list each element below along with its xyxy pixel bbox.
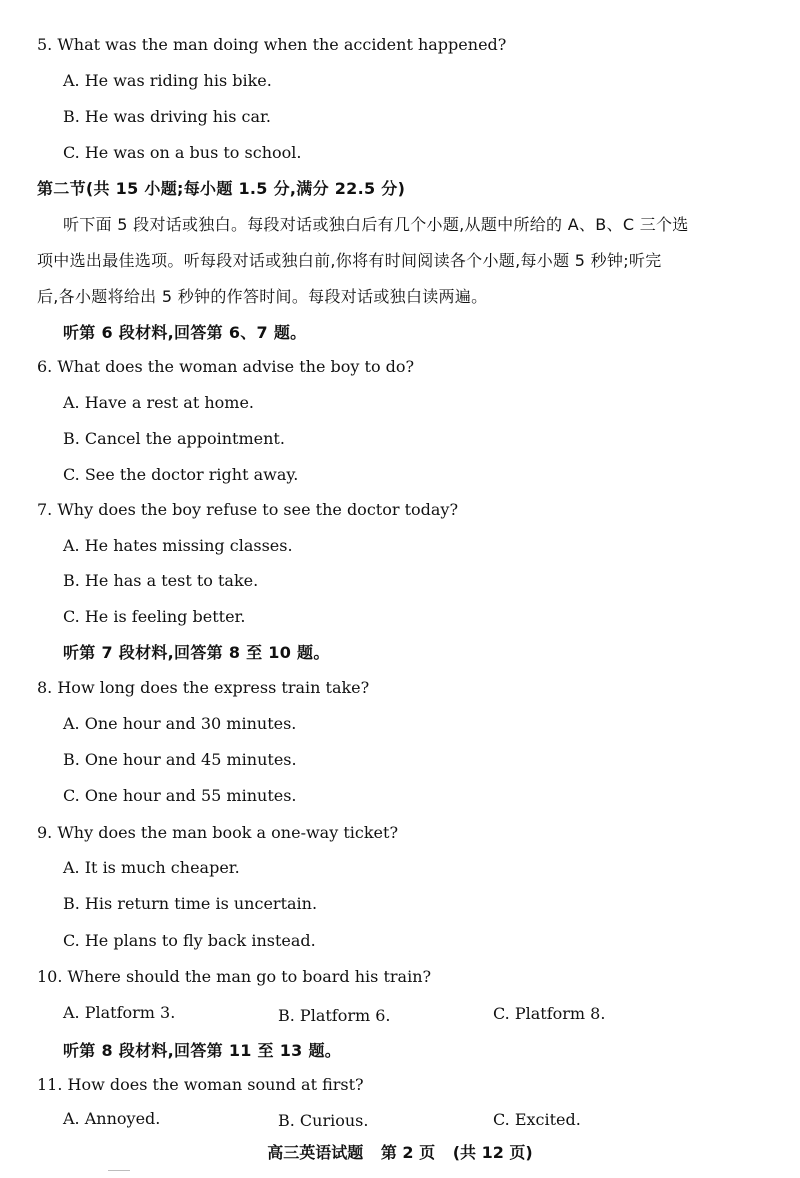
question-5-stem: 5. What was the man doing when the accident happened?: [37, 35, 507, 54]
question-11-option-a: A. Annoyed.: [63, 1109, 161, 1128]
question-9-stem: 9. Why does the man book a one-way ticket?: [37, 823, 399, 842]
page-footer: [0, 1140, 800, 1163]
question-7-option-a: A. He hates missing classes.: [63, 536, 293, 555]
question-7-stem: 7. Why does the boy refuse to see the doctor today?: [37, 500, 459, 519]
question-6-option-c: C. See the doctor right away.: [63, 465, 299, 484]
footer-exam-title: 高三英语试题: [267, 1143, 364, 1162]
question-8-option-c: C. One hour and 55 minutes.: [63, 786, 297, 805]
question-8-option-b: B. One hour and 45 minutes.: [63, 750, 297, 769]
material-6-instruction: 听第 6 段材料,回答第 6、7 题。: [63, 323, 307, 342]
question-7-option-c: C. He is feeling better.: [63, 607, 246, 626]
question-6-option-a: A. Have a rest at home.: [63, 393, 254, 412]
question-9-option-b: B. His return time is uncertain.: [63, 894, 318, 913]
question-10-stem: 10. Where should the man go to board his train?: [37, 967, 432, 986]
question-11-option-b: B. Curious.: [278, 1111, 369, 1130]
question-5-option-a: A. He was riding his bike.: [63, 71, 272, 90]
question-8-option-a: A. One hour and 30 minutes.: [63, 714, 297, 733]
question-9-option-a: A. It is much cheaper.: [63, 858, 240, 877]
material-8-instruction: 听第 8 段材料,回答第 11 至 13 题。: [63, 1041, 342, 1060]
question-9-option-c: C. He plans to fly back instead.: [63, 931, 316, 950]
question-10-option-c: C. Platform 8.: [493, 1004, 606, 1023]
material-7-instruction: 听第 7 段材料,回答第 8 至 10 题。: [63, 643, 330, 662]
question-10-option-a: A. Platform 3.: [63, 1003, 176, 1022]
section-2-heading: 第二节(共 15 小题;每小题 1.5 分,满分 22.5 分): [37, 179, 406, 198]
section-2-instructions-line-3: 后,各小题将给出 5 秒钟的作答时间。每段对话或独白读两遍。: [37, 287, 488, 306]
question-11-option-c: C. Excited.: [493, 1110, 581, 1129]
question-5-option-c: C. He was on a bus to school.: [63, 143, 302, 162]
footer-total-pages: (共 12 页): [452, 1143, 533, 1162]
question-7-option-b: B. He has a test to take.: [63, 571, 259, 590]
section-2-instructions-line-2: 项中选出最佳选项。听每段对话或独白前,你将有时间阅读各个小题,每小题 5 秒钟;听完: [37, 251, 662, 270]
question-5-option-b: B. He was driving his car.: [63, 107, 271, 126]
section-2-instructions-line-1: 听下面 5 段对话或独白。每段对话或独白后有几个小题,从题中所给的 A、B、C 三个选: [63, 215, 689, 234]
question-6-stem: 6. What does the woman advise the boy to do?: [37, 357, 415, 376]
question-11-stem: 11. How does the woman sound at first?: [37, 1075, 364, 1094]
footer-page-number: 第 2 页: [380, 1143, 436, 1162]
question-6-option-b: B. Cancel the appointment.: [63, 429, 285, 448]
question-10-option-b: B. Platform 6.: [278, 1006, 391, 1025]
scan-mark: [108, 1170, 130, 1171]
question-8-stem: 8. How long does the express train take?: [37, 678, 370, 697]
